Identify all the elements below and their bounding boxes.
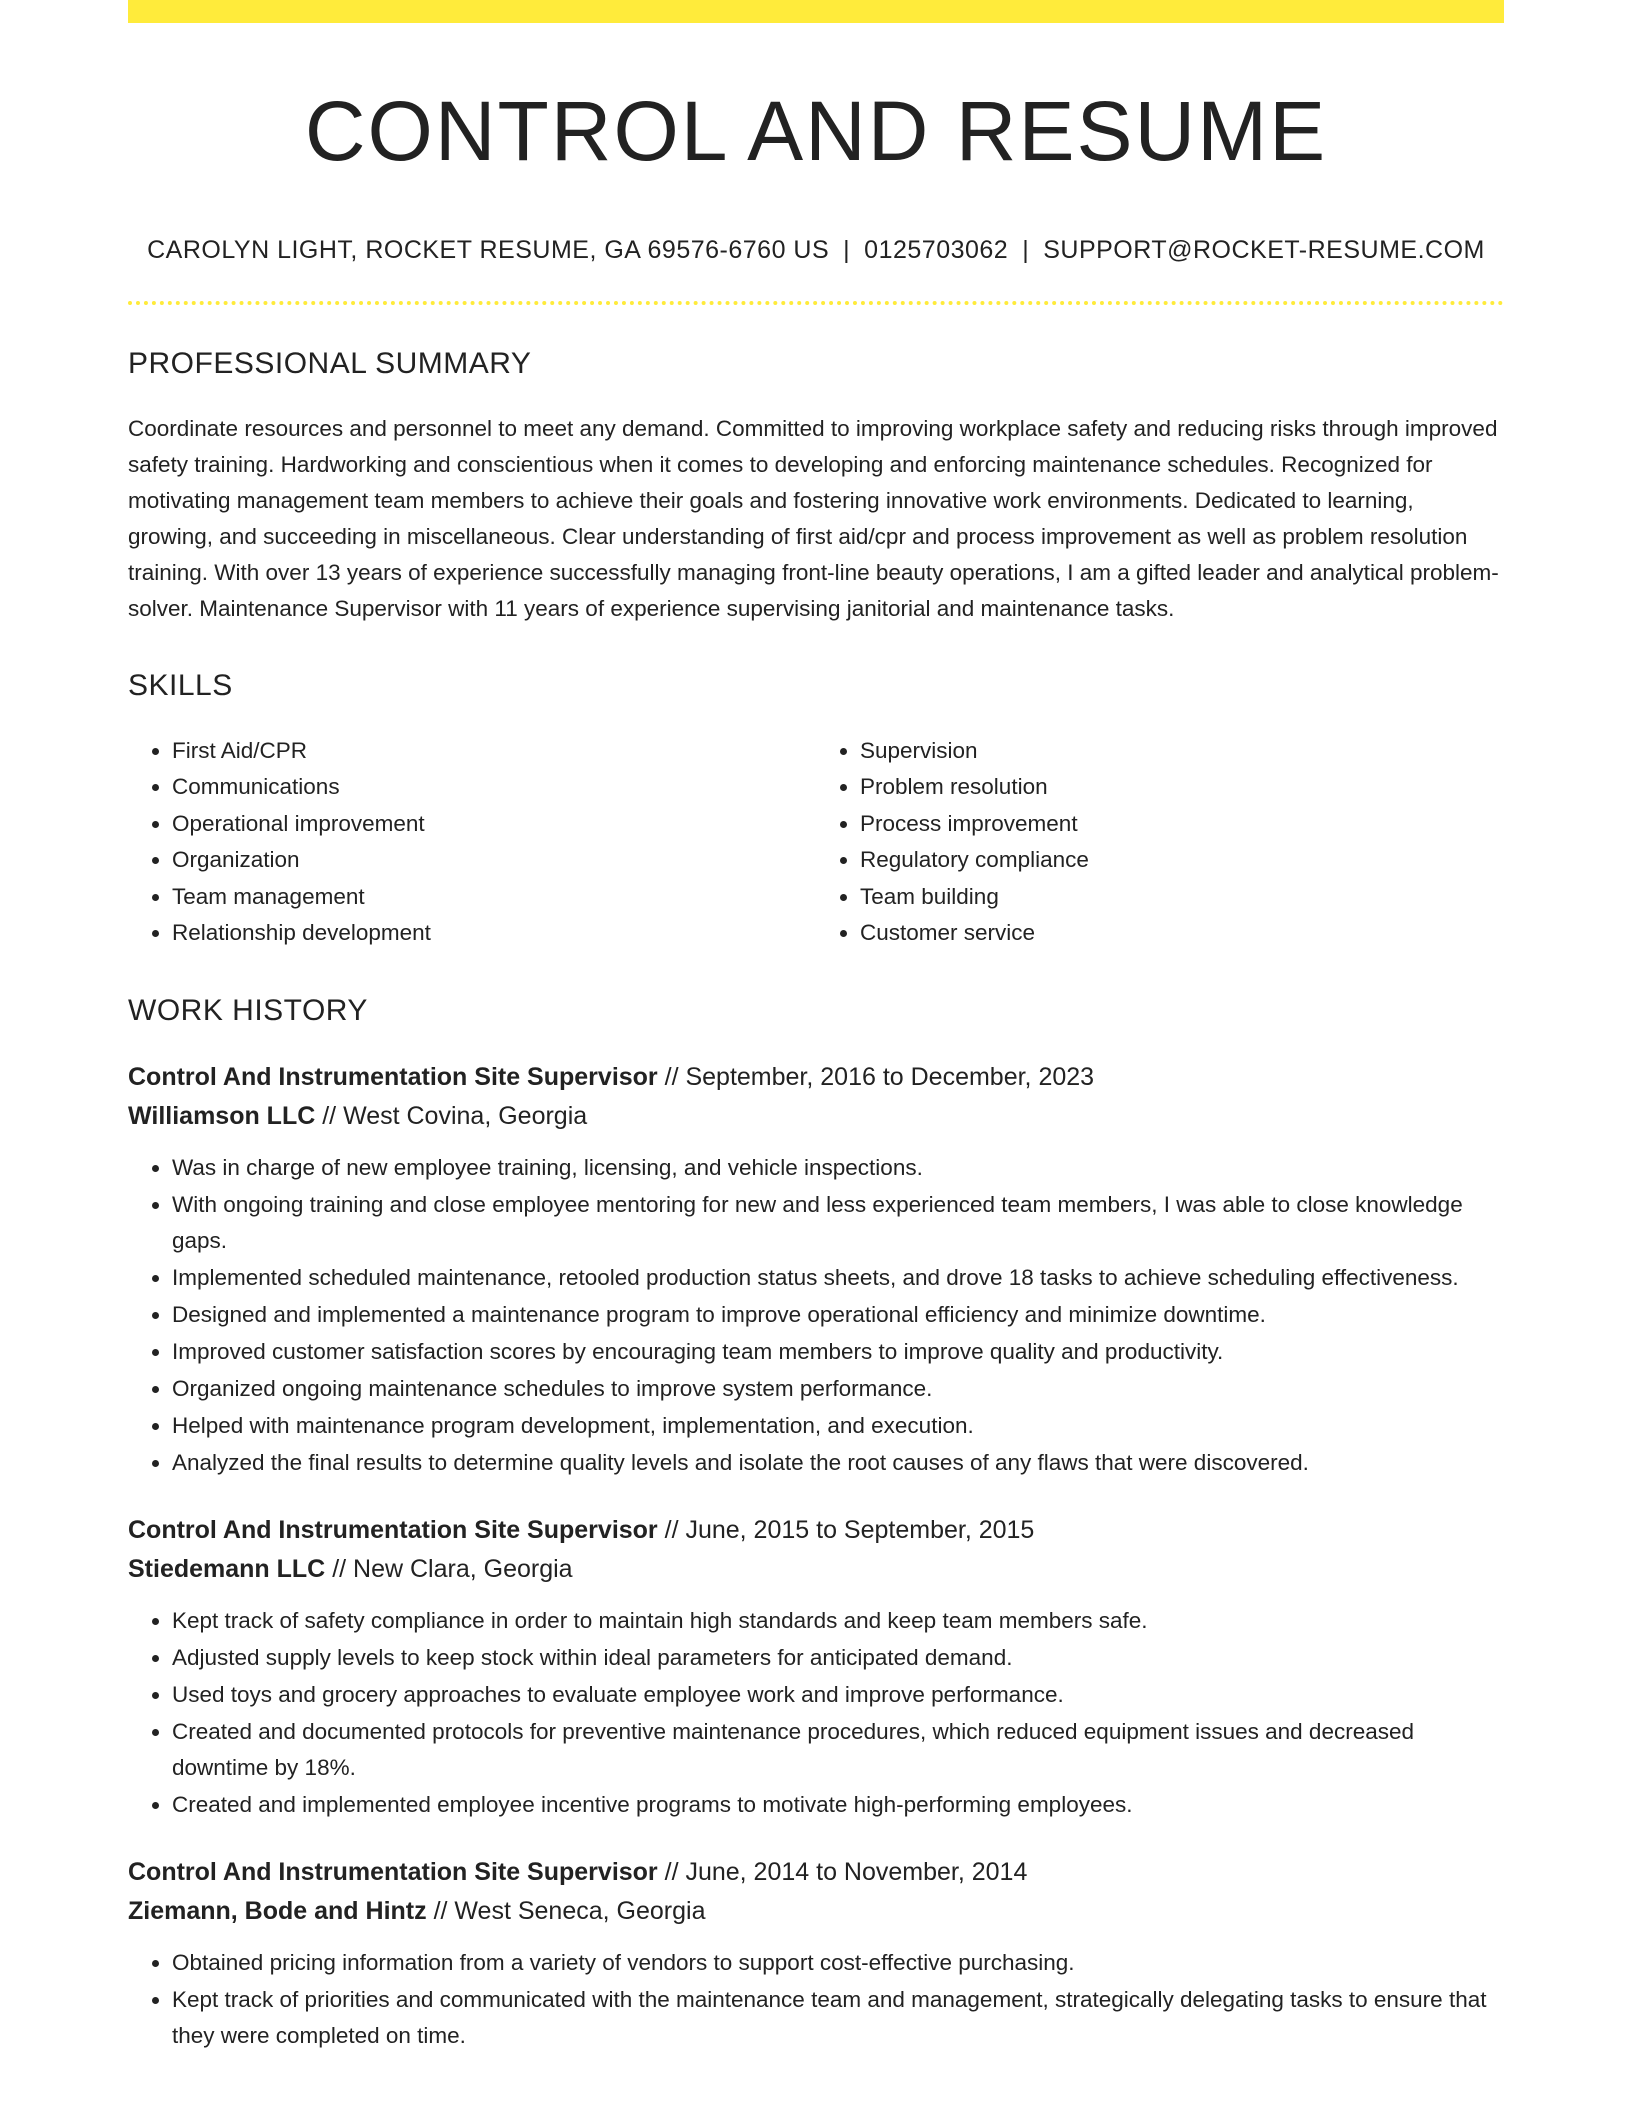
skill-item: • Operational improvement — [172, 806, 816, 843]
skill-item: • Relationship development — [172, 915, 816, 952]
job-entry — [128, 1511, 1504, 1823]
resume-content — [128, 23, 1504, 2084]
job-bullets — [128, 1150, 1504, 1481]
skill-item: • Organization — [172, 842, 816, 879]
skill-item: • Problem resolution — [860, 769, 1504, 806]
summary-heading: PROFESSIONAL SUMMARY — [128, 346, 532, 380]
skill-item: • Customer service — [860, 915, 1504, 952]
job-company: Stiedemann LLC — [128, 1554, 326, 1583]
skill-item: • Supervision — [860, 733, 1504, 770]
job-bullet: • Kept track of safety compliance in order to maintain high standards and keep team members safe. — [172, 1603, 1504, 1639]
job-title: Control And Instrumentation Site Supervisor — [128, 1857, 658, 1886]
job-company: Ziemann, Bode and Hintz — [128, 1896, 427, 1925]
job-title: Control And Instrumentation Site Supervisor — [128, 1062, 658, 1091]
skill-item: • Process improvement — [860, 806, 1504, 843]
contact-separator: | — [843, 235, 851, 264]
job-title: Control And Instrumentation Site Supervisor — [128, 1515, 658, 1544]
skill-item: • Team building — [860, 879, 1504, 916]
job-bullet: • Implemented scheduled maintenance, retooled production status sheets, and drove 18 tasks to achieve scheduling effectiveness. — [172, 1260, 1504, 1296]
skill-item: • Regulatory compliance — [860, 842, 1504, 879]
contact-phone: 0125703062 — [864, 235, 1009, 264]
job-bullet: • Designed and implemented a maintenance program to improve operational efficiency and minimize downtime. — [172, 1297, 1504, 1333]
job-title-line — [128, 1058, 1504, 1096]
job-bullet: • Was in charge of new employee training, licensing, and vehicle inspections. — [172, 1150, 1504, 1186]
summary-text: Coordinate resources and personnel to meet any demand. Committed to improving workplace safety and reducing risks through improved safety training. Hardworking and conscientious when it comes to developing and enforcing maintenance schedules. Recognized for motivating management team members to achieve their goals and fostering innovative work environments. Dedicated to learning, growing, and succeeding in miscellaneous. Clear understanding of first aid/cpr and process improvement as well as problem resolution training. With over 13 years of experience successfully managing front-line beauty operations, I am a gifted leader and analytical problem-solver. Maintenance Supervisor with 11 years of experience supervising janitorial and maintenance tasks. — [128, 415, 1499, 621]
job-location: // West Covina, Georgia — [315, 1101, 588, 1130]
job-company-line — [128, 1891, 1504, 1931]
job-bullet: • Analyzed the final results to determine quality levels and isolate the root causes of any flaws that were discovered. — [172, 1445, 1504, 1481]
skill-item: • Team management — [172, 879, 816, 916]
skill-item: • First Aid/CPR — [172, 733, 816, 770]
job-company: Williamson LLC — [128, 1101, 316, 1130]
job-bullet: • Improved customer satisfaction scores by encouraging team members to improve quality and productivity. — [172, 1334, 1504, 1370]
accent-bar — [128, 0, 1504, 23]
job-company-line — [128, 1549, 1504, 1589]
job-title-line — [128, 1853, 1504, 1891]
job-bullet: • Created and documented protocols for preventive maintenance procedures, which reduced equipment issues and decreased downtime by 18%. — [172, 1714, 1504, 1786]
job-bullet: • With ongoing training and close employee mentoring for new and less experienced team members, I was able to close knowledge gaps. — [172, 1187, 1504, 1259]
job-bullet: • Organized ongoing maintenance schedules to improve system performance. — [172, 1371, 1504, 1407]
job-bullet: • Created and implemented employee incentive programs to motivate high-performing employees. — [172, 1787, 1504, 1823]
job-bullet: • Kept track of priorities and communicated with the maintenance team and management, strategically delegating tasks to ensure that they were completed on time. — [172, 1982, 1504, 2054]
dotted-divider — [128, 301, 1504, 305]
job-bullets — [128, 1603, 1504, 1823]
job-bullet: • Helped with maintenance program development, implementation, and execution. — [172, 1408, 1504, 1444]
resume-title: CONTROL AND RESUME — [304, 84, 1328, 178]
job-bullet: • Obtained pricing information from a variety of vendors to support cost-effective purchasing. — [172, 1945, 1504, 1981]
job-dates: // June, 2015 to September, 2015 — [657, 1515, 1035, 1544]
job-entry — [128, 1853, 1504, 2054]
job-bullet: • Used toys and grocery approaches to evaluate employee work and improve performance. — [172, 1677, 1504, 1713]
skills-list — [128, 733, 1504, 952]
skills-column-right — [816, 733, 1504, 952]
contact-address: CAROLYN LIGHT, ROCKET RESUME, GA 69576-6760 US — [147, 235, 830, 264]
skills-heading: SKILLS — [128, 668, 233, 702]
contact-email: SUPPORT@ROCKET-RESUME.COM — [1043, 235, 1485, 264]
job-location: // West Seneca, Georgia — [426, 1896, 706, 1925]
job-bullets — [128, 1945, 1504, 2054]
work-history-heading: WORK HISTORY — [128, 993, 368, 1027]
skill-item: • Communications — [172, 769, 816, 806]
job-company-line — [128, 1096, 1504, 1136]
job-location: // New Clara, Georgia — [325, 1554, 573, 1583]
job-bullet: • Adjusted supply levels to keep stock within ideal parameters for anticipated demand. — [172, 1640, 1504, 1676]
job-title-line — [128, 1511, 1504, 1549]
skills-column-left — [128, 733, 816, 952]
job-entry — [128, 1058, 1504, 1481]
contact-separator: | — [1022, 235, 1030, 264]
job-dates: // June, 2014 to November, 2014 — [657, 1857, 1028, 1886]
job-dates: // September, 2016 to December, 2023 — [657, 1062, 1095, 1091]
contact-line — [128, 236, 1504, 265]
